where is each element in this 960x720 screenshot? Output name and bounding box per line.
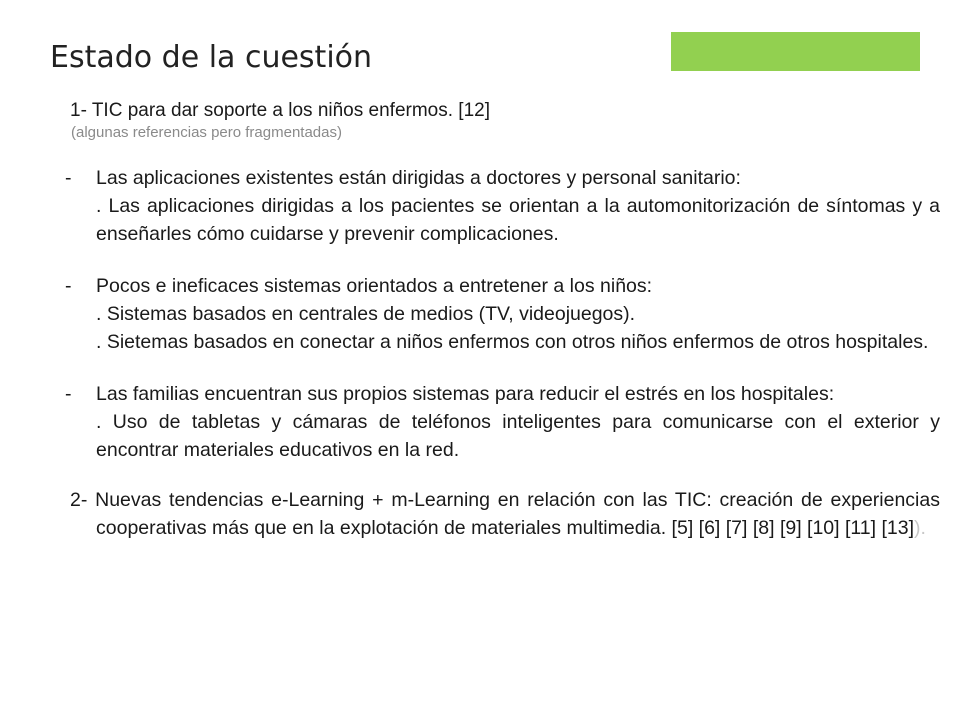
bullet-dash: - bbox=[65, 383, 72, 405]
section-1-note: (algunas referencias pero fragmentadas) bbox=[71, 124, 342, 141]
bullet-item-applications bbox=[65, 164, 940, 248]
section-2-text bbox=[70, 486, 940, 542]
section-2-body: 2- Nuevas tendencias e-Learning + m-Learning en relación con las TIC: creación de experiencias cooperativas más que en la explotación de materiales multimedia. [5] [6] [7] [8] [9] [10] [11] [13] bbox=[70, 489, 940, 539]
bullet-item-entertainment bbox=[65, 272, 940, 356]
bullet-line: . Las aplicaciones dirigidas a los pacientes se orientan a la automonitorización de síntomas y a enseñarles cómo cuidarse y prevenir complicaciones. bbox=[96, 195, 940, 245]
slide-title: Estado de la cuestión bbox=[50, 40, 373, 75]
bullet-dash: - bbox=[65, 167, 72, 189]
bullet-line: . Sietemas basados en conectar a niños enfermos con otros niños enfermos de otros hospitales. bbox=[96, 331, 929, 353]
accent-bar bbox=[671, 32, 920, 71]
bullet-line: Las aplicaciones existentes están dirigidas a doctores y personal sanitario: bbox=[96, 167, 741, 189]
slide-body bbox=[65, 98, 940, 542]
bullet-item-families bbox=[65, 380, 940, 464]
section-2-tail: ). bbox=[914, 517, 926, 539]
bullet-dash: - bbox=[65, 275, 72, 297]
bullet-line: . Uso de tabletas y cámaras de teléfonos inteligentes para comunicarse con el exterior y encontrar materiales educativos en la red. bbox=[96, 411, 940, 461]
bullet-line: Pocos e ineficaces sistemas orientados a entretener a los niños: bbox=[96, 275, 653, 297]
section-1-heading: 1- TIC para dar soporte a los niños enfermos. [12] bbox=[70, 100, 490, 121]
bullet-line: . Sistemas basados en centrales de medios (TV, videojuegos). bbox=[96, 303, 636, 325]
bullet-line: Las familias encuentran sus propios sistemas para reducir el estrés en los hospitales: bbox=[96, 383, 835, 405]
